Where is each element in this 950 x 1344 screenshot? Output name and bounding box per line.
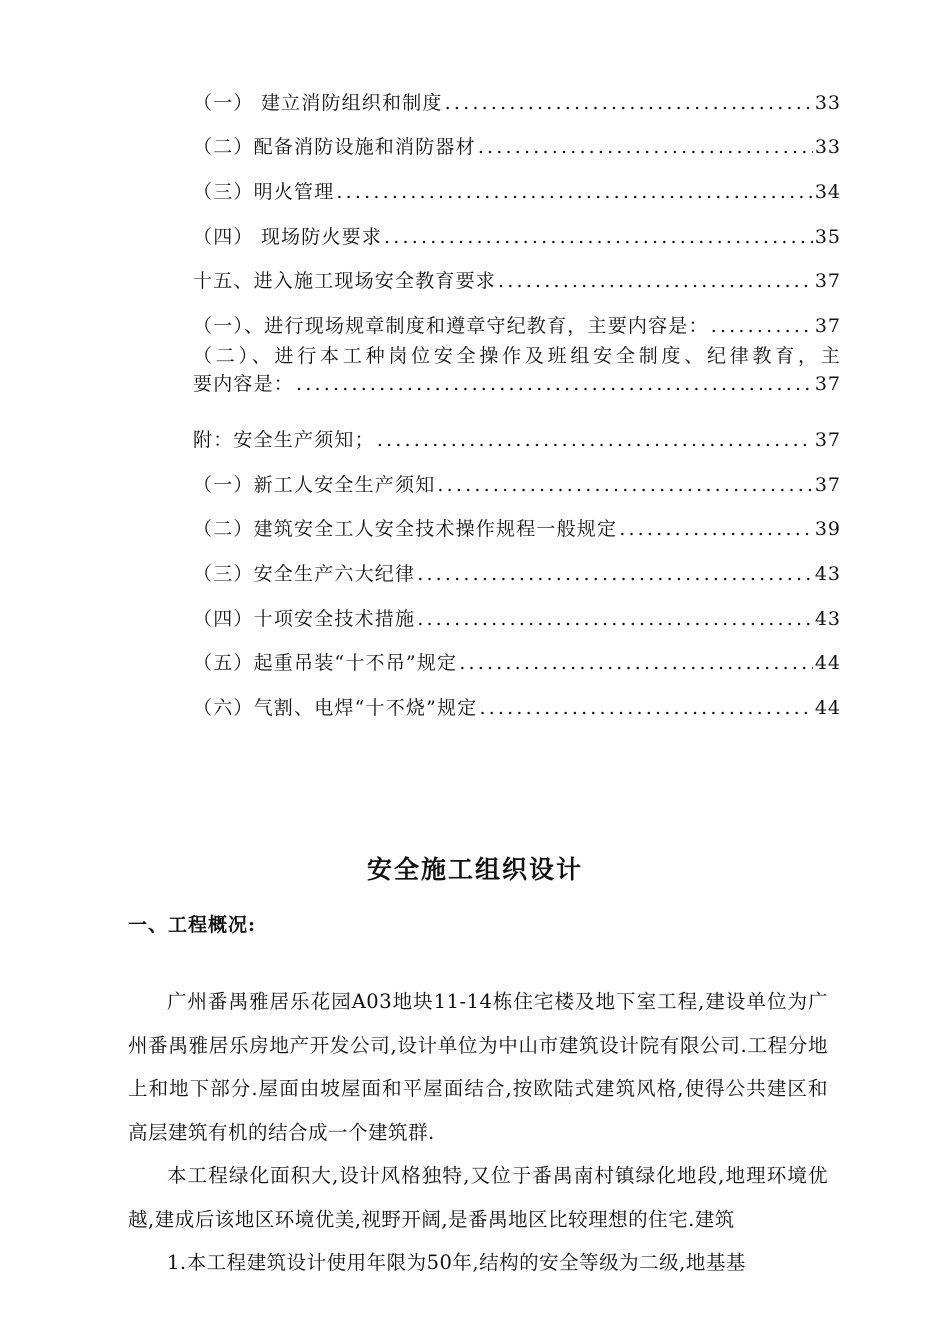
toc-leader-dots: [711, 314, 813, 338]
toc-entry-text: （二）配备消防设施和消防器材: [193, 136, 476, 159]
toc-leader-dots: [498, 269, 813, 293]
body-text: [128, 980, 828, 1285]
toc-leader-dots: [296, 372, 813, 396]
toc-entry-text: （三）明火管理: [193, 181, 335, 204]
toc-entry[interactable]: [193, 631, 841, 676]
toc-entry[interactable]: [193, 675, 841, 720]
toc-leader-dots: [437, 473, 812, 497]
document-title: 安全施工组织设计: [366, 855, 583, 884]
toc-leader-dots: [417, 607, 813, 631]
toc-leader-dots: [445, 91, 813, 115]
toc-entry-text: （二）建筑安全工人安全技术操作规程一般规定: [193, 518, 618, 541]
toc-page-number: 33: [814, 91, 841, 114]
toc-page-number: 44: [814, 652, 841, 675]
toc-entry-text: （一）新工人安全生产须知: [193, 473, 436, 496]
toc-page-number: 37: [814, 373, 841, 396]
toc-entry-text: 要内容是：: [193, 373, 295, 396]
toc-entry-text: （五）起重吊装“十不吊”规定: [193, 652, 458, 675]
table-of-contents: [193, 70, 841, 720]
toc-leader-dots: [619, 517, 813, 541]
toc-page-number: 34: [814, 181, 841, 204]
toc-entry-text: （一） 建立消防组织和制度: [193, 91, 443, 114]
toc-entry-text: （四）十项安全技术措施: [193, 607, 416, 630]
toc-leader-dots: [377, 428, 813, 452]
toc-entry-continuation: [193, 372, 841, 396]
toc-entry-text: （二）、进行本工种岗位安全操作及班组安全制度、纪律教育，主: [193, 345, 841, 368]
toc-entry[interactable]: [193, 115, 841, 160]
toc-leader-dots: [459, 651, 813, 675]
toc-leader-dots: [384, 225, 813, 249]
toc-entry[interactable]: [193, 159, 841, 204]
toc-page-number: 44: [814, 696, 841, 719]
toc-entry[interactable]: [193, 70, 841, 115]
toc-page-number: 37: [814, 473, 841, 496]
toc-entry[interactable]: [193, 338, 841, 407]
toc-page-number: 43: [814, 607, 841, 630]
toc-entry-text: （四） 现场防火要求: [193, 225, 383, 248]
toc-page-number: 37: [814, 428, 841, 451]
toc-page-number: 37: [814, 315, 841, 338]
paragraph: 1.本工程建筑设计使用年限为50年,结构的安全等级为二级,地基基: [167, 1251, 746, 1274]
toc-entry-text: （三）安全生产六大纪律: [193, 562, 416, 585]
toc-entry[interactable]: [193, 541, 841, 586]
toc-entry-text: 附：安全生产须知；: [193, 428, 375, 451]
toc-leader-dots: [417, 562, 813, 586]
toc-leader-dots: [479, 696, 812, 720]
paragraph: 广州番禺雅居乐花园A03地块11-14栋住宅楼及地下室工程,建设单位为广州番禺雅居乐房地产开发公司,设计单位为中山市建筑设计院有限公司.工程分地上和地下部分.屋面由坡屋面和平屋面结合,按欧陆式建筑风格,使得公共建区和高层建筑有机的结合成一个建筑群.: [128, 990, 828, 1144]
toc-page-number: 35: [814, 225, 841, 248]
toc-entry-text: （一）、进行现场规章制度和遵章守纪教育，主要内容是：: [193, 315, 709, 338]
toc-entry[interactable]: [193, 249, 841, 294]
toc-leader-dots: [478, 135, 813, 159]
toc-page-number: 39: [814, 518, 841, 541]
toc-entry-text: 十五、进入施工现场安全教育要求: [193, 270, 497, 293]
toc-entry-text: （六）气割、电焊“十不烧”规定: [193, 696, 478, 719]
toc-entry[interactable]: [193, 407, 841, 452]
toc-page-number: 37: [814, 270, 841, 293]
toc-entry[interactable]: [193, 293, 841, 338]
toc-page-number: 33: [814, 136, 841, 159]
toc-entry[interactable]: [193, 497, 841, 542]
paragraph: 本工程绿化面积大,设计风格独特,又位于番禺南村镇绿化地段,地理环境优越,建成后该地区环境优美,视野开阔,是番禺地区比较理想的住宅.建筑: [128, 1164, 828, 1231]
section-heading: 一、工程概况:: [128, 914, 257, 936]
toc-entry[interactable]: [193, 586, 841, 631]
toc-entry[interactable]: [193, 204, 841, 249]
toc-leader-dots: [336, 180, 812, 204]
toc-entry[interactable]: [193, 452, 841, 497]
toc-page-number: 43: [814, 562, 841, 585]
